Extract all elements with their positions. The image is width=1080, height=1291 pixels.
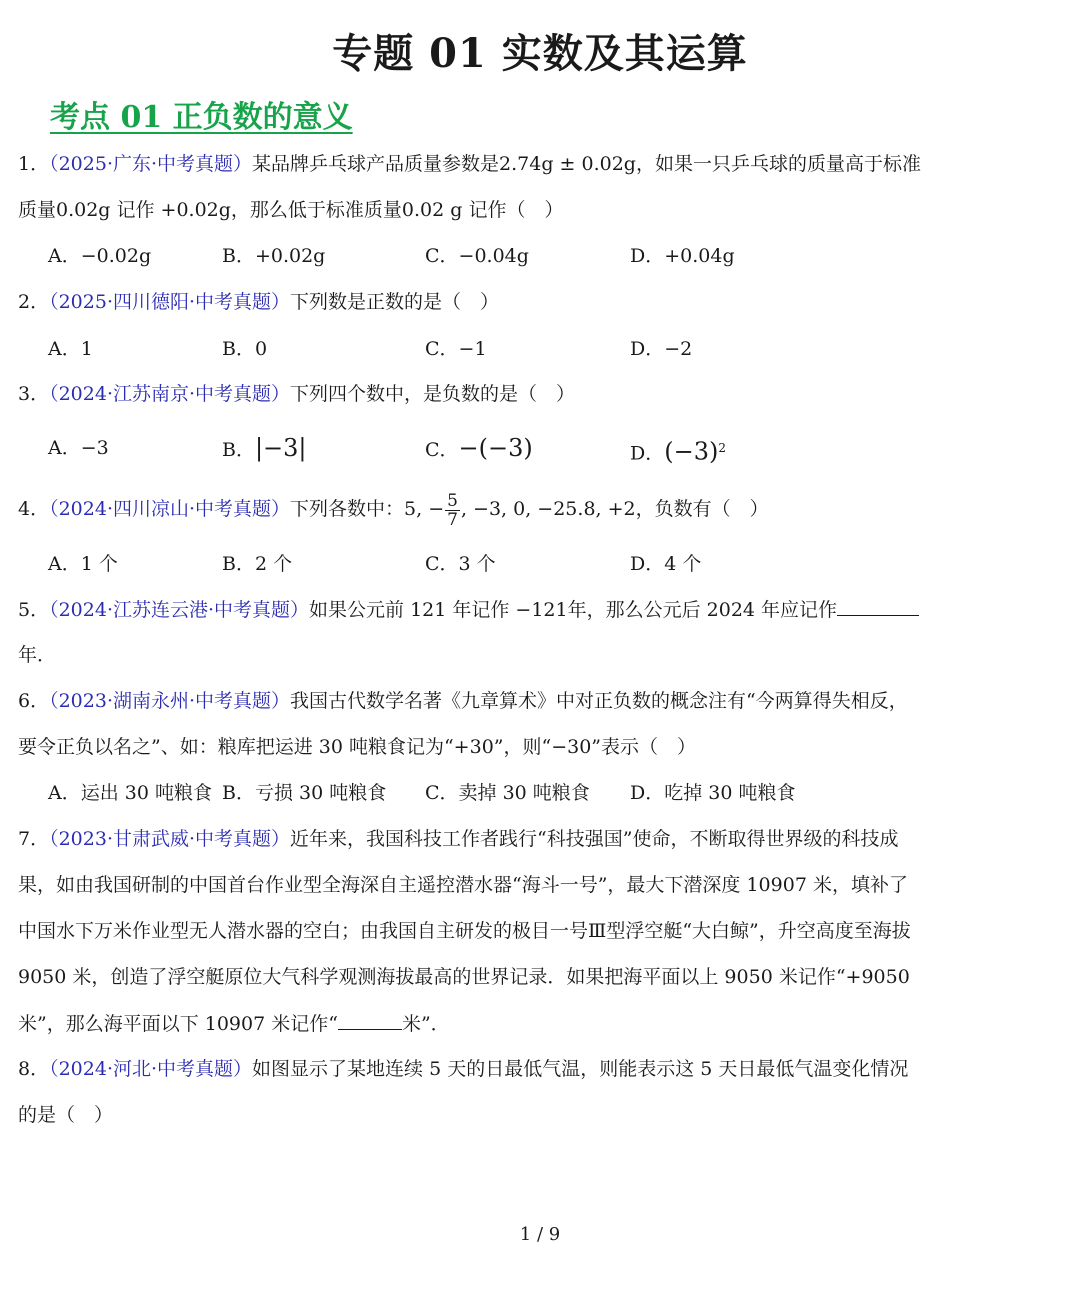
- answer-blank[interactable]: [837, 595, 919, 616]
- question-text: 下列数是正数的是（ ）: [290, 291, 500, 313]
- question-text-end: 米”．: [401, 1013, 450, 1035]
- question-7-line-5: [18, 1009, 450, 1038]
- question-8-line-2: 的是（ ）: [18, 1104, 114, 1126]
- question-source: （2023·湖南永州·中考真题）: [49, 690, 291, 712]
- option-b: B．2 个: [222, 553, 293, 575]
- question-text: 如果公元前 121 年记作 −121年，那么公元后 2024 年应记作: [309, 599, 838, 621]
- number-list-start: 5, −: [404, 498, 445, 520]
- option-c: C．−1: [425, 338, 487, 360]
- option-a: A．1: [48, 338, 93, 360]
- question-1: [18, 150, 921, 178]
- fraction: [445, 492, 460, 529]
- question-3: [18, 380, 575, 408]
- option-c: C．−0.04g: [425, 245, 529, 267]
- question-source: （2024·江苏南京·中考真题）: [49, 383, 291, 405]
- option-c: [425, 434, 533, 464]
- option-c: C．卖掉 30 吨粮食: [425, 782, 590, 804]
- option-value: (−3): [664, 437, 719, 466]
- question-7-line-3: 中国水下万米作业型无人潜水器的空白；由我国自主研发的极目一号Ⅲ型浮空艇“大白鲸”，升空高度至海拔: [18, 920, 911, 942]
- question-source: （2024·四川凉山·中考真题）: [49, 498, 291, 520]
- option-d: D．4 个: [630, 553, 702, 575]
- option-b: B．0: [222, 338, 268, 360]
- question-text: 下列四个数中，是负数的是（ ）: [290, 383, 576, 405]
- option-label: A．: [48, 437, 81, 459]
- option-b: B．+0.02g: [222, 245, 326, 267]
- answer-blank[interactable]: [338, 1009, 402, 1030]
- question-source: （2025·四川德阳·中考真题）: [49, 291, 291, 313]
- option-a: A．运出 30 吨粮食: [48, 782, 212, 804]
- option-label: C．: [425, 439, 459, 461]
- question-7: [18, 825, 898, 853]
- question-7-line-4: 9050 米，创造了浮空艇原位大气科学观测海拔最高的世界记录．如果把海平面以上 9050 米记作“+9050: [18, 966, 910, 988]
- question-number: 1．: [18, 153, 50, 175]
- question-number: 6．: [18, 690, 50, 712]
- page-number: 1 / 9: [519, 1224, 561, 1245]
- question-7-line-2: 果，如由我国研制的中国首台作业型全海深自主遥控潜水器“海斗一号”，最大下潜深度 10907 米，填补了: [18, 874, 908, 896]
- option-a: [48, 434, 109, 462]
- option-b: B．亏损 30 吨粮食: [222, 782, 387, 804]
- question-source: （2024·河北·中考真题）: [49, 1058, 253, 1080]
- option-d: [630, 434, 726, 467]
- question-8: [18, 1055, 908, 1083]
- question-6-line-2: 要令正负以名之”、如：粮库把运进 30 吨粮食记为“+30”，则“−30”表示（ ）: [18, 736, 697, 758]
- option-b: [222, 434, 307, 464]
- question-text-end: ，负数有（ ）: [635, 498, 769, 520]
- page-title: 专题 01 实数及其运算: [332, 30, 748, 77]
- question-number: 4．: [18, 498, 50, 520]
- question-number: 8．: [18, 1058, 50, 1080]
- question-source: （2025·广东·中考真题）: [49, 153, 253, 175]
- question-6: [18, 687, 908, 715]
- question-text: 某品牌乒乓球产品质量参数是2.74g ± 0.02g，如果一只乒乓球的质量高于标准: [252, 153, 921, 175]
- question-source: （2023·甘肃武威·中考真题）: [49, 828, 291, 850]
- option-value: −(−3): [458, 434, 533, 462]
- fraction-numerator: 5: [447, 490, 458, 511]
- question-text: 我国古代数学名著《九章算术》中对正负数的概念注有“今两算得失相反，: [290, 690, 908, 712]
- option-d: D．+0.04g: [630, 245, 735, 267]
- question-2: [18, 288, 499, 316]
- option-exponent: 2: [718, 441, 726, 455]
- question-number: 2．: [18, 291, 50, 313]
- question-text: 下列各数中：: [290, 498, 405, 520]
- fraction-denominator: 7: [447, 509, 458, 530]
- question-text: 如图显示了某地连续 5 天的日最低气温，则能表示这 5 天日最低气温变化情况: [252, 1058, 909, 1080]
- question-5: [18, 595, 919, 624]
- option-label: D．: [630, 442, 665, 465]
- option-a: A．1 个: [48, 553, 118, 575]
- question-source: （2024·江苏连云港·中考真题）: [49, 599, 310, 621]
- question-text: 米”，那么海平面以下 10907 米记作“: [18, 1013, 338, 1035]
- option-value: −3: [80, 437, 109, 459]
- number-list-end: , −3, 0, −25.8, +2: [460, 498, 636, 520]
- question-5-line-2: 年．: [18, 644, 57, 666]
- section-heading: 考点 01 正负数的意义: [50, 100, 353, 135]
- question-number: 7．: [18, 828, 50, 850]
- option-a: A．−0.02g: [48, 245, 152, 267]
- option-label: B．: [222, 439, 255, 461]
- option-value: |−3|: [254, 434, 307, 462]
- option-d: D．−2: [630, 338, 693, 360]
- question-4: [18, 488, 769, 530]
- question-text: 近年来，我国科技工作者践行“科技强国”使命，不断取得世界级的科技成: [290, 828, 899, 850]
- question-number: 3．: [18, 383, 50, 405]
- question-number: 5．: [18, 599, 50, 621]
- option-c: C．3 个: [425, 553, 496, 575]
- option-d: D．吃掉 30 吨粮食: [630, 782, 796, 804]
- question-1-line-2: 质量0.02g 记作 +0.02g，那么低于标准质量0.02 g 记作（ ）: [18, 199, 564, 221]
